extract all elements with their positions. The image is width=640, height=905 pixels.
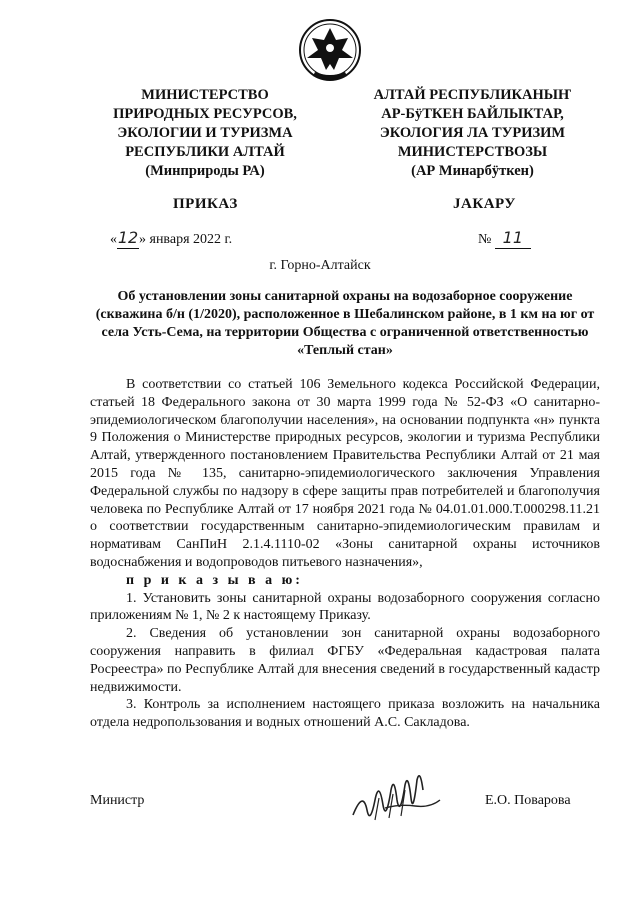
doc-type-ru: ПРИКАЗ	[173, 196, 238, 212]
header-line: ЭКОЛОГИИ И ТУРИЗМА	[117, 125, 293, 141]
republic-emblem-icon	[293, 18, 367, 86]
order-item: 3. Контроль за исполнением настоящего приказа возложить на начальника отдела недропользования и водных отношений А.С. Сакладова.	[90, 697, 600, 731]
date-open-quote: «	[110, 232, 117, 247]
header-line: ПРИРОДНЫХ РЕСУРСОВ,	[113, 106, 297, 122]
order-subject: Об установлении зоны санитарной охраны на водозаборное сооружение (скважина б/н (1/2020), расположенное в Шебалинском районе, в 1 км на юг от села Усть-Сема, на территории Общества с ограниченной ответственностью «Теплый стан»	[95, 289, 595, 358]
signature-role: Министр	[90, 793, 145, 808]
date-day-underline	[117, 228, 139, 249]
ministry-header-ru	[90, 86, 320, 181]
header-abbr: (Минприроды РА)	[145, 163, 265, 179]
city: г. Горно-Алтайск	[269, 258, 371, 273]
header-abbr: (АР Минарбÿткен)	[411, 163, 534, 179]
header-line: МИНИСТЕРСТВОЗЫ	[397, 144, 548, 160]
order-number	[478, 228, 531, 249]
header-line: ЭКОЛОГИЯ ЛА ТУРИЗИМ	[379, 125, 566, 141]
preamble: В соответствии со статьей 106 Земельного кодекса Российской Федерации, статьей 18 Федерального закона от 30 марта 1999 года № 52-ФЗ «О санитарно-эпидемиологическом благополучии населения», на основании подпункта «н» пункта 9 Положения о Министерстве природных ресурсов, экологии и туризма Республики Алтай, утвержденного постановлением Правительства Республики Алтай от 21 мая 2015 года № 135, санитарно-эпидемиологического заключения Управления Федеральной службы по надзору в сфере защиты прав потребителей и благополучия человека по Республике Алтай от 17 ноября 2021 года № 04.01.01.000.Т.000298.11.21 о соответствии государственным санитарно-эпидемиологическим правилам и нормативам СанПиН 2.1.4.1110-02 «Зоны санитарной охраны источников водоснабжения и водопроводов питьевого назначения»,	[90, 377, 600, 570]
header-line: АР-БÿТКЕН БАЙЛЫКТАР,	[381, 106, 564, 122]
number-underline	[495, 228, 531, 249]
header-line: МИНИСТЕРСТВО	[141, 87, 269, 103]
handwritten-signature	[345, 760, 455, 835]
order-item: 1. Установить зоны санитарной охраны водозаборного сооружения согласно приложениям № 1, № 2 к настоящему Приказу.	[90, 590, 600, 624]
header-line: АЛТАЙ РЕСПУБЛИКАНЫҤ	[373, 87, 572, 103]
order-body	[90, 376, 600, 732]
number-value: 11	[502, 228, 524, 247]
order-date	[110, 228, 232, 249]
number-label: №	[478, 232, 492, 247]
date-month-year: января 2022 г.	[149, 232, 233, 247]
order-word: п р и к а з ы в а ю:	[126, 572, 303, 588]
header-line: РЕСПУБЛИКИ АЛТАЙ	[125, 144, 285, 160]
ministry-header-alt	[355, 86, 590, 181]
doc-type-alt: JАКАРУ	[453, 196, 516, 212]
signature-name: Е.О. Поварова	[485, 793, 571, 808]
date-close-quote: »	[139, 232, 146, 247]
date-day: 12	[117, 228, 139, 247]
order-item: 2. Сведения об установлении зон санитарной охраны водозаборного сооружения направить в филиал ФГБУ «Федеральная кадастровая палата Росреестра» по Республике Алтай для внесения сведений в государственный кадастр недвижимости.	[90, 626, 600, 695]
